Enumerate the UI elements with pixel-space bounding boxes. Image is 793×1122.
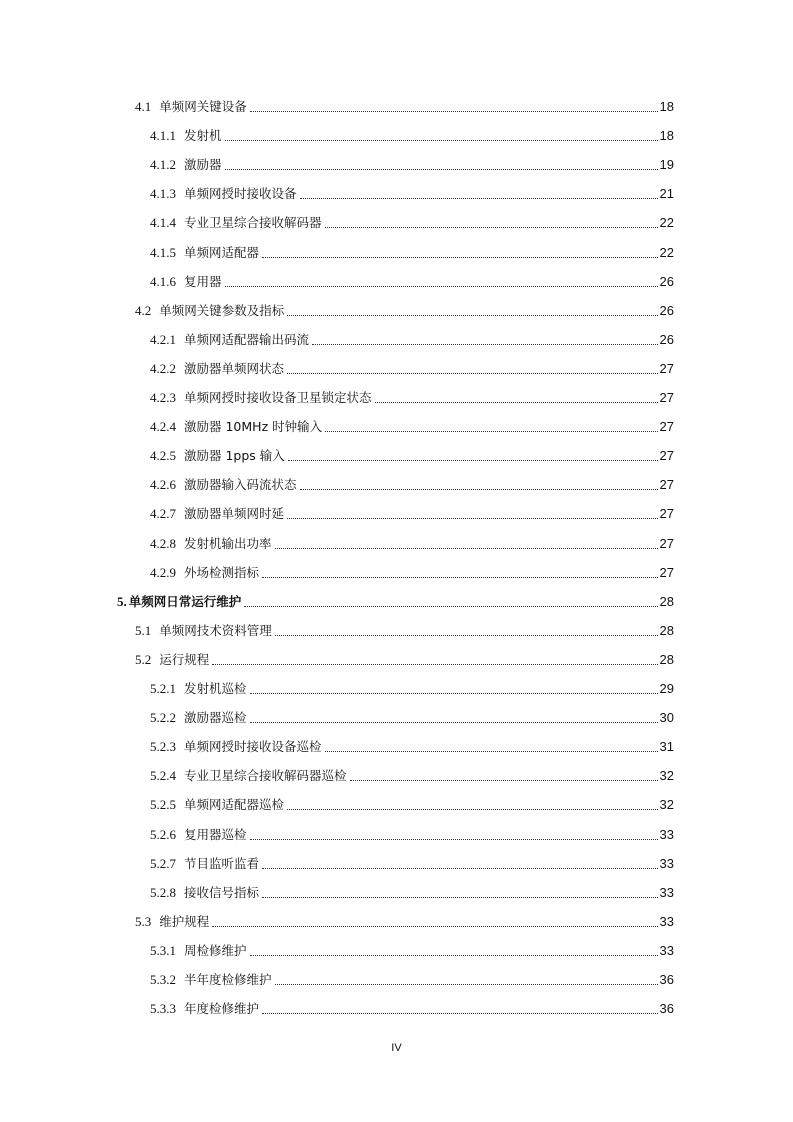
toc-entry-title: 复用器巡检 — [184, 827, 247, 842]
toc-entry[interactable] — [150, 124, 674, 144]
toc-entry[interactable] — [150, 532, 674, 552]
toc-entry[interactable] — [150, 153, 674, 173]
toc-entry-number: 4.1.2 — [150, 157, 176, 172]
toc-entry[interactable] — [150, 328, 674, 348]
toc-dot-leader — [275, 983, 658, 985]
toc-entry-number: 4.2.7 — [150, 506, 176, 521]
toc-dot-leader — [375, 401, 658, 403]
toc-entry[interactable] — [150, 357, 674, 377]
toc-dot-leader — [244, 605, 657, 607]
toc-entry-number: 5. — [117, 594, 127, 609]
toc-entry-page: 32 — [659, 797, 674, 812]
toc-entry-page: 33 — [659, 943, 674, 958]
toc-entry-number: 4.2.3 — [150, 390, 176, 405]
toc-entry-title: 专业卫星综合接收解码器巡检 — [184, 768, 347, 783]
toc-entry-title: 运行规程 — [159, 652, 210, 667]
toc-entry-number: 4.2.9 — [150, 565, 176, 580]
toc-entry-page: 26 — [659, 274, 674, 289]
toc-entry-page: 28 — [659, 594, 674, 609]
toc-dot-leader — [225, 168, 658, 170]
toc-entry[interactable] — [150, 473, 674, 493]
toc-entry-title: 单频网适配器输出码流 — [184, 332, 310, 347]
toc-entry-number: 4.2.5 — [150, 448, 176, 463]
toc-entry-number: 5.2.2 — [150, 710, 176, 725]
toc-dot-leader — [275, 634, 658, 636]
toc-entry-number: 4.2.1 — [150, 332, 176, 347]
toc-entry[interactable] — [150, 823, 674, 843]
toc-entry-page: 29 — [659, 681, 674, 696]
toc-entry-page: 33 — [659, 827, 674, 842]
toc-entry[interactable] — [135, 910, 674, 930]
page-number: IV — [391, 1042, 402, 1054]
toc-entry-title: 激励器输入码流状态 — [184, 477, 297, 492]
toc-entry-title: 单频网日常运行维护 — [128, 594, 242, 609]
toc-dot-leader — [300, 197, 658, 199]
toc-entry-number: 5.2.3 — [150, 739, 176, 754]
toc-dot-leader — [250, 692, 658, 694]
toc-entry-number: 5.3.3 — [150, 1001, 176, 1016]
toc-entry-title: 激励器单频网时延 — [184, 506, 285, 521]
toc-entry[interactable] — [135, 95, 674, 115]
toc-entry-number: 5.2.1 — [150, 681, 176, 696]
toc-entry-page: 30 — [659, 710, 674, 725]
toc-entry-number: 5.2.7 — [150, 856, 176, 871]
toc-entry-page: 22 — [659, 245, 674, 260]
toc-entry-title: 激励器单频网状态 — [184, 361, 285, 376]
toc-entry[interactable] — [150, 211, 674, 231]
toc-entry-page: 33 — [659, 856, 674, 871]
toc-entry-title: 发射机巡检 — [184, 681, 247, 696]
toc-dot-leader — [212, 925, 657, 927]
toc-dot-leader — [250, 721, 658, 723]
toc-entry-page: 27 — [659, 536, 674, 551]
toc-entry-number: 4.1.1 — [150, 128, 176, 143]
toc-entry-number: 4.2.6 — [150, 477, 176, 492]
toc-entry-title: 节目监听监看 — [184, 856, 260, 871]
toc-entry-page: 27 — [659, 506, 674, 521]
toc-dot-leader — [288, 459, 658, 461]
toc-entry-title: 单频网适配器 — [184, 245, 260, 260]
toc-entry-title: 外场检测指标 — [184, 565, 260, 580]
toc-entry-title: 维护规程 — [159, 914, 210, 929]
toc-entry[interactable] — [150, 939, 674, 959]
toc-entry-page: 18 — [659, 99, 674, 114]
toc-entry[interactable] — [150, 182, 674, 202]
toc-dot-leader — [262, 256, 658, 258]
toc-dot-leader — [325, 226, 658, 228]
toc-entry-page: 27 — [659, 448, 674, 463]
toc-entry-title: 激励器巡检 — [184, 710, 247, 725]
toc-entry-number: 5.2 — [135, 652, 152, 667]
toc-entry-page: 36 — [659, 972, 674, 987]
toc-entry-title: 半年度检修维护 — [184, 972, 272, 987]
toc-entry-page: 26 — [659, 303, 674, 318]
toc-entry[interactable] — [150, 241, 674, 261]
toc-entry[interactable] — [135, 648, 674, 668]
toc-entry-number: 4.1 — [135, 99, 152, 114]
toc-dot-leader — [312, 343, 658, 345]
toc-entry-title: 单频网关键设备 — [159, 99, 247, 114]
toc-entry-number: 5.3.2 — [150, 972, 176, 987]
toc-dot-leader — [262, 1012, 658, 1014]
toc-entry-title: 激励器 — [184, 157, 222, 172]
toc-entry[interactable] — [150, 735, 674, 755]
toc-entry[interactable] — [150, 852, 674, 872]
toc-entry-page: 28 — [659, 623, 674, 638]
toc-entry-page: 27 — [659, 361, 674, 376]
toc-entry-number: 4.2.4 — [150, 419, 176, 434]
toc-entry-title: 复用器 — [184, 274, 222, 289]
toc-entry-page: 32 — [659, 768, 674, 783]
toc-dot-leader — [225, 285, 658, 287]
toc-entry[interactable] — [150, 444, 674, 464]
toc-entry-page: 33 — [659, 885, 674, 900]
toc-entry[interactable] — [150, 502, 674, 522]
toc-entry-number: 5.2.5 — [150, 797, 176, 812]
toc-dot-leader — [287, 808, 658, 810]
toc-entry-number: 5.3.1 — [150, 943, 176, 958]
toc-dot-leader — [325, 750, 658, 752]
toc-entry-number: 5.2.8 — [150, 885, 176, 900]
toc-entry-title: 激励器 10MHz 时钟输入 — [184, 419, 323, 434]
toc-entry-page: 36 — [659, 1001, 674, 1016]
toc-entry-number: 5.3 — [135, 914, 152, 929]
toc-entry-page: 21 — [659, 186, 674, 201]
toc-entry-number: 4.2.8 — [150, 536, 176, 551]
toc-entry-page: 33 — [659, 914, 674, 929]
toc-dot-leader — [325, 430, 657, 432]
toc-entry-title: 激励器 1pps 输入 — [184, 448, 285, 463]
toc-entry-number: 4.1.6 — [150, 274, 176, 289]
toc-entry-page: 18 — [659, 128, 674, 143]
toc-entry-title: 单频网授时接收设备 — [184, 186, 297, 201]
toc-entry-title: 专业卫星综合接收解码器 — [184, 215, 322, 230]
toc-entry[interactable] — [150, 270, 674, 290]
toc-entry-page: 27 — [659, 419, 674, 434]
toc-entry-page: 22 — [659, 215, 674, 230]
toc-entry-title: 单频网技术资料管理 — [159, 623, 272, 638]
toc-entry[interactable] — [150, 968, 674, 988]
toc-dot-leader — [262, 867, 658, 869]
toc-dot-leader — [275, 547, 658, 549]
toc-entry-title: 周检修维护 — [184, 943, 247, 958]
toc-dot-leader — [287, 517, 658, 519]
toc-entry-number: 4.2.2 — [150, 361, 176, 376]
toc-dot-leader — [225, 139, 658, 141]
toc-entry-title: 发射机 — [184, 128, 222, 143]
toc-entry-title: 发射机输出功率 — [184, 536, 272, 551]
toc-entry-number: 4.2 — [135, 303, 152, 318]
toc-entry-number: 5.2.6 — [150, 827, 176, 842]
toc-dot-leader — [250, 838, 658, 840]
toc-dot-leader — [262, 896, 658, 898]
toc-entry[interactable] — [150, 706, 674, 726]
toc-dot-leader — [287, 314, 657, 316]
toc-dot-leader — [350, 779, 658, 781]
toc-entry[interactable] — [150, 677, 674, 697]
toc-entry[interactable] — [150, 764, 674, 784]
toc-entry-page: 19 — [659, 157, 674, 172]
toc-entry-page: 26 — [659, 332, 674, 347]
toc-entry[interactable] — [135, 299, 674, 319]
toc-dot-leader — [250, 110, 658, 112]
toc-entry-title: 单频网关键参数及指标 — [159, 303, 285, 318]
toc-entry[interactable] — [150, 561, 674, 581]
toc-entry-page: 28 — [659, 652, 674, 667]
toc-entry-title: 单频网适配器巡检 — [184, 797, 285, 812]
toc-entry-title: 单频网授时接收设备卫星锁定状态 — [184, 390, 372, 405]
toc-entry-page: 27 — [659, 477, 674, 492]
toc-entry-number: 4.1.3 — [150, 186, 176, 201]
toc-dot-leader — [250, 954, 658, 956]
toc-dot-leader — [212, 663, 657, 665]
toc-entry[interactable] — [150, 415, 674, 435]
toc-entry-page: 27 — [659, 390, 674, 405]
toc-entry-title: 年度检修维护 — [184, 1001, 260, 1016]
toc-entry-number: 5.2.4 — [150, 768, 176, 783]
toc-entry-number: 4.1.4 — [150, 215, 176, 230]
toc-dot-leader — [300, 488, 658, 490]
toc-entry[interactable] — [150, 881, 674, 901]
toc-entry[interactable] — [150, 386, 674, 406]
toc-entry-number: 4.1.5 — [150, 245, 176, 260]
toc-entry-page: 27 — [659, 565, 674, 580]
toc-entry[interactable] — [117, 590, 674, 610]
toc-entry-page: 31 — [659, 739, 674, 754]
toc-dot-leader — [262, 576, 658, 578]
toc-entry-title: 单频网授时接收设备巡检 — [184, 739, 322, 754]
toc-entry-title: 接收信号指标 — [184, 885, 260, 900]
toc-entry-number: 5.1 — [135, 623, 152, 638]
toc-entry[interactable] — [150, 997, 674, 1017]
toc-dot-leader — [287, 372, 658, 374]
toc-entry[interactable] — [135, 619, 674, 639]
toc-entry[interactable] — [150, 793, 674, 813]
